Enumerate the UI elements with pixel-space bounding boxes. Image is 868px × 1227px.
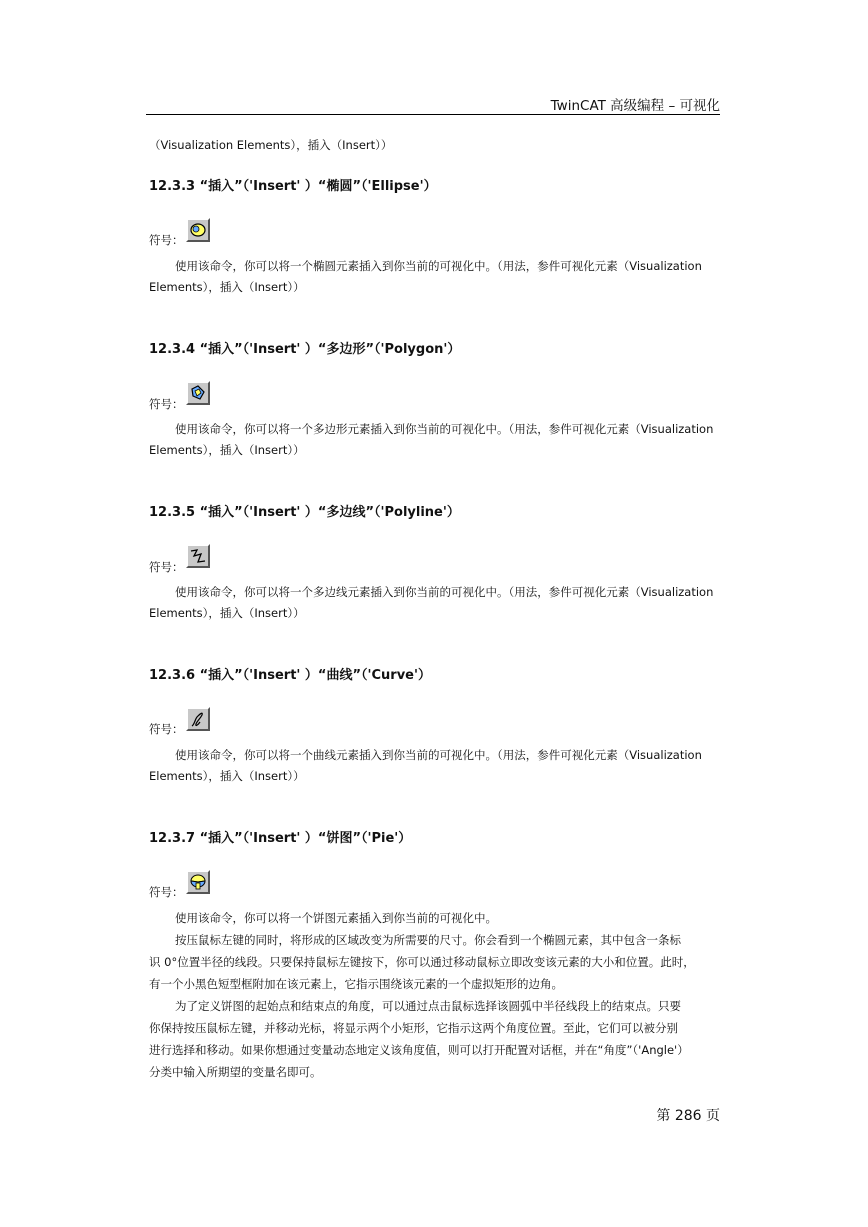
body-line: 使用该命令，你可以将一个多边线元素插入到你当前的可视化中。（用法，参件可视化元素（Visualization (175, 585, 714, 599)
symbol-label: 符号： (149, 233, 184, 247)
body-line: 使用该命令，你可以将一个饼图元素插入到你当前的可视化中。 (175, 911, 497, 925)
pie-icon[interactable] (186, 870, 210, 894)
page-number: 第 286 页 (656, 1108, 720, 1124)
section-heading-polyline: 12.3.5 “插入”（'Insert' ）“多边线”（'Polyline'） (149, 505, 460, 520)
running-header: TwinCAT 高级编程 – 可视化 (550, 98, 720, 114)
section-heading-ellipse: 12.3.3 “插入”（'Insert' ）“椭圆”（'Ellipse'） (149, 179, 437, 194)
body-line: 识 0°位置半径的线段。只要保持鼠标左键按下，你可以通过移动鼠标立即改变该元素的大小和位置。此时， (149, 955, 695, 969)
symbol-label: 符号： (149, 722, 184, 736)
body-line: Elements），插入（Insert）） (149, 443, 305, 457)
body-line: 你保持按压鼠标左键，并移动光标，将显示两个小矩形，它指示这两个角度位置。至此，它们可以被分别 (149, 1021, 678, 1035)
section-heading-curve: 12.3.6 “插入”（'Insert' ）“曲线”（'Curve'） (149, 668, 431, 683)
ellipse-icon[interactable] (186, 218, 210, 242)
section-heading-pie: 12.3.7 “插入”（'Insert' ）“饼图”（'Pie'） (149, 831, 412, 846)
symbol-label: 符号： (149, 560, 184, 574)
curve-icon[interactable] (186, 707, 210, 731)
header-rule (146, 114, 720, 115)
body-line: 使用该命令，你可以将一个多边形元素插入到你当前的可视化中。（用法，参件可视化元素（Visualization (175, 422, 714, 436)
intro-line: （Visualization Elements），插入（Insert）） (149, 138, 393, 152)
body-line: Elements），插入（Insert）） (149, 280, 305, 294)
body-line: 分类中输入所期望的变量名即可。 (149, 1065, 322, 1079)
body-line: 有一个小黑色短型框附加在该元素上，它指示围绕该元素的一个虚拟矩形的边角。 (149, 977, 563, 991)
body-line: 使用该命令，你可以将一个曲线元素插入到你当前的可视化中。（用法，参件可视化元素（Visualization (175, 748, 702, 762)
body-line: Elements），插入（Insert）） (149, 606, 305, 620)
symbol-label: 符号： (149, 397, 184, 411)
symbol-label: 符号： (149, 885, 184, 899)
polyline-icon[interactable] (186, 544, 210, 568)
body-line: 进行选择和移动。如果你想通过变量动态地定义该角度值，则可以打开配置对话框，并在“角度”（'Angle'） (149, 1043, 689, 1057)
polygon-icon[interactable] (186, 381, 210, 405)
body-line: 为了定义饼图的起始点和结束点的角度，可以通过点击鼠标选择该圆弧中半径线段上的结束点。只要 (175, 999, 681, 1013)
body-line: 按压鼠标左键的同时，将形成的区域改变为所需要的尺寸。你会看到一个椭圆元素，其中包含一条标 (175, 933, 681, 947)
section-heading-polygon: 12.3.4 “插入”（'Insert' ）“多边形”（'Polygon'） (149, 342, 461, 357)
body-line: 使用该命令，你可以将一个椭圆元素插入到你当前的可视化中。（用法，参件可视化元素（Visualization (175, 259, 702, 273)
body-line: Elements），插入（Insert）） (149, 769, 305, 783)
